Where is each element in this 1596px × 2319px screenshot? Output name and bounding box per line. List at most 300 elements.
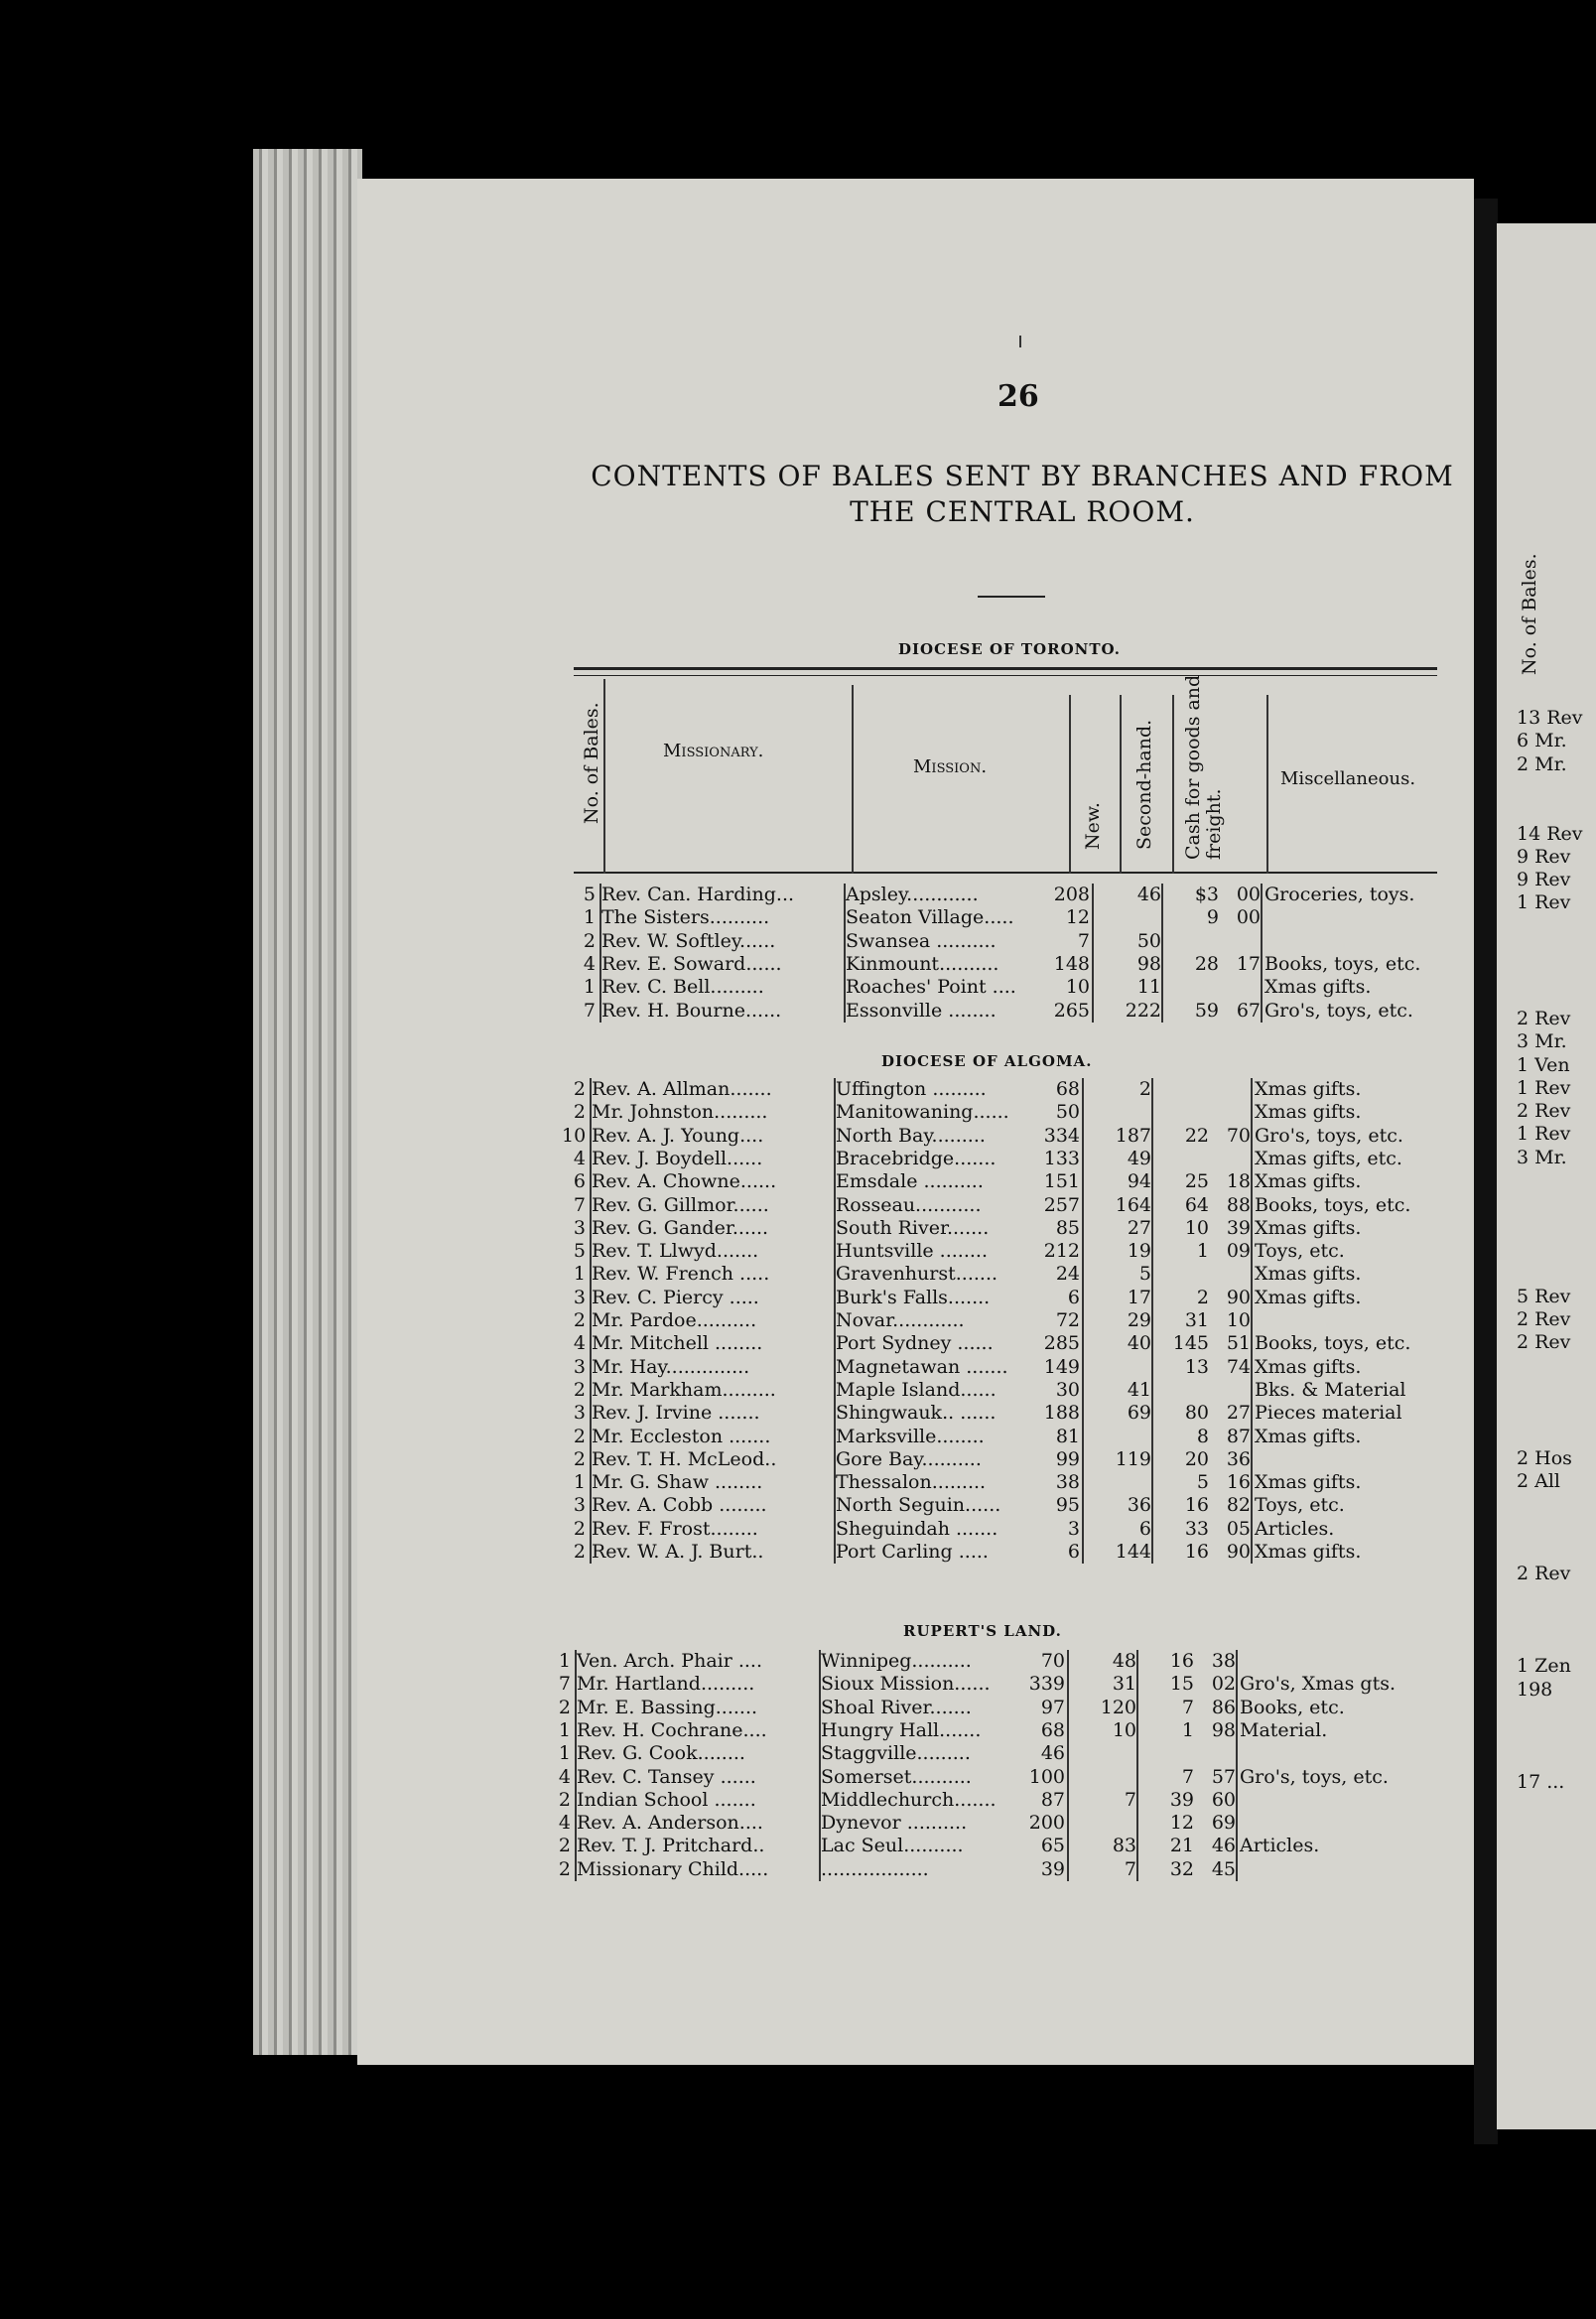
header-rule-top-2 xyxy=(574,675,1437,676)
missionary-name: Mr. E. Bassing....... xyxy=(577,1696,758,1718)
table-row xyxy=(0,1170,1596,1193)
missionary-name: Rev. G. Gillmor...... xyxy=(592,1193,769,1216)
facing-page-line: 1 Rev xyxy=(1517,1123,1571,1146)
mission-name: Kinmount.......... xyxy=(846,952,999,975)
second-hand-count: 49 xyxy=(1127,1147,1151,1169)
missionary-name: Rev. T. J. Pritchard.. xyxy=(577,1835,765,1857)
new-count: 148 xyxy=(1053,952,1090,975)
second-hand-count: 222 xyxy=(1125,999,1161,1022)
missionary-name: Rev. C. Piercy ..... xyxy=(592,1286,759,1308)
facing-page-line: 1 Zen xyxy=(1517,1655,1571,1678)
second-hand-count: 41 xyxy=(1127,1378,1151,1401)
second-hand-count: 48 xyxy=(1112,1650,1136,1672)
cash-cents: 02 xyxy=(1211,1673,1236,1696)
column-rule xyxy=(1151,1078,1153,1564)
new-count: 24 xyxy=(1055,1263,1080,1286)
header-col-line xyxy=(1266,695,1268,874)
facing-page-line: 6 Mr. xyxy=(1517,730,1567,752)
mission-name: Somerset.......... xyxy=(821,1765,972,1788)
cash-cents: 70 xyxy=(1226,1124,1251,1147)
missionary-name: Rev. G. Gander...... xyxy=(592,1216,769,1239)
cash-dollars: 12 xyxy=(1169,1812,1194,1835)
second-hand-count: 10 xyxy=(1112,1718,1136,1741)
cash-cents: 05 xyxy=(1226,1517,1251,1540)
table-row xyxy=(0,1101,1596,1124)
second-hand-count: 36 xyxy=(1127,1494,1151,1517)
missionary-name: Rev. J. Boydell...... xyxy=(592,1147,763,1169)
bales-count: 1 xyxy=(583,976,596,999)
new-count: 46 xyxy=(1040,1742,1065,1765)
new-count: 151 xyxy=(1043,1170,1080,1193)
mission-name: Marksville........ xyxy=(836,1425,985,1447)
cash-dollars: 7 xyxy=(1181,1765,1194,1788)
cash-cents: 36 xyxy=(1226,1447,1251,1470)
table-row xyxy=(0,1263,1596,1286)
column-rule xyxy=(844,884,846,1023)
header-missionary: Missionary. xyxy=(663,741,764,761)
miscellaneous: Xmas gifts. xyxy=(1255,1078,1362,1100)
missionary-name: Rev. T. Llwyd....... xyxy=(592,1240,759,1263)
new-count: 97 xyxy=(1040,1696,1065,1718)
miscellaneous: Toys, etc. xyxy=(1255,1240,1345,1263)
table-row xyxy=(0,1789,1596,1812)
miscellaneous: Xmas gifts. xyxy=(1255,1263,1362,1286)
cash-dollars: 28 xyxy=(1194,952,1219,975)
new-count: 257 xyxy=(1043,1193,1080,1216)
bales-count: 7 xyxy=(558,1673,571,1696)
new-count: 133 xyxy=(1043,1147,1080,1169)
second-hand-count: 119 xyxy=(1115,1447,1151,1470)
missionary-name: Rev. A. Chowne...... xyxy=(592,1170,777,1193)
cash-cents: 82 xyxy=(1226,1494,1251,1517)
miscellaneous: Bks. & Material xyxy=(1255,1378,1406,1401)
table-row xyxy=(0,1858,1596,1881)
missionary-name: Rev. H. Bourne...... xyxy=(601,999,782,1022)
miscellaneous: Gro's, toys, etc. xyxy=(1255,1124,1403,1147)
column-rule xyxy=(575,1650,577,1881)
facing-page-line: 1 Rev xyxy=(1517,1076,1571,1099)
mission-name: Novar............ xyxy=(836,1309,965,1331)
mission-name: South River....... xyxy=(836,1216,990,1239)
bales-count: 4 xyxy=(583,952,596,975)
facing-page-line: 14 Rev xyxy=(1517,822,1583,845)
facing-page-line: 5 Rev xyxy=(1517,1285,1571,1307)
mission-name: Port Sydney ...... xyxy=(836,1332,994,1355)
second-hand-count: 7 xyxy=(1124,1857,1136,1880)
cash-dollars: 2 xyxy=(1196,1286,1209,1308)
facing-page-line: 9 Rev xyxy=(1517,869,1571,891)
cash-dollars: 39 xyxy=(1169,1788,1194,1811)
second-hand-count: 94 xyxy=(1127,1170,1151,1193)
bales-count: 4 xyxy=(558,1812,571,1835)
new-count: 39 xyxy=(1040,1857,1065,1880)
new-count: 50 xyxy=(1055,1101,1080,1124)
cash-cents: 46 xyxy=(1211,1835,1236,1857)
second-hand-count: 27 xyxy=(1127,1216,1151,1239)
bales-count: 1 xyxy=(558,1650,571,1672)
miscellaneous: Xmas gifts. xyxy=(1255,1355,1362,1378)
facing-page-line: 13 Rev xyxy=(1517,707,1583,729)
bales-count: 2 xyxy=(573,1541,586,1563)
table-row xyxy=(0,1332,1596,1355)
facing-page-line: 198 xyxy=(1517,1678,1553,1701)
bales-count: 1 xyxy=(558,1718,571,1741)
header-rule-top xyxy=(574,667,1437,670)
bales-count: 6 xyxy=(573,1170,586,1193)
missionary-name: Indian School ....... xyxy=(577,1788,756,1811)
cash-cents: 67 xyxy=(1236,999,1261,1022)
new-count: 212 xyxy=(1043,1240,1080,1263)
header-mission: Mission. xyxy=(913,756,988,777)
header-col-line xyxy=(603,679,605,874)
second-hand-count: 40 xyxy=(1127,1332,1151,1355)
table-row xyxy=(0,1766,1596,1789)
mission-name: Roaches' Point .... xyxy=(846,976,1016,999)
missionary-name: Mr. Johnston......... xyxy=(592,1101,768,1124)
bales-count: 2 xyxy=(573,1309,586,1331)
bales-count: 3 xyxy=(573,1216,586,1239)
mission-name: Manitowaning...... xyxy=(836,1101,1009,1124)
second-hand-count: 144 xyxy=(1115,1541,1151,1563)
cash-dollars: 9 xyxy=(1206,906,1219,929)
miscellaneous: Gro's, toys, etc. xyxy=(1240,1765,1389,1788)
second-hand-count: 17 xyxy=(1127,1286,1151,1308)
miscellaneous: Material. xyxy=(1240,1718,1328,1741)
bales-count: 1 xyxy=(573,1263,586,1286)
table-row xyxy=(0,1471,1596,1494)
header-cash: Cash for goods and freight. xyxy=(1182,674,1225,860)
miscellaneous: Groceries, toys. xyxy=(1264,884,1415,905)
table-row xyxy=(0,1494,1596,1517)
new-count: 3 xyxy=(1067,1517,1080,1540)
cash-dollars: 20 xyxy=(1184,1447,1209,1470)
miscellaneous: Pieces material xyxy=(1255,1402,1402,1425)
missionary-name: Rev. H. Cochrane.... xyxy=(577,1718,767,1741)
new-count: 149 xyxy=(1043,1355,1080,1378)
missionary-name: Rev. W. Softley...... xyxy=(601,929,776,952)
new-count: 65 xyxy=(1040,1835,1065,1857)
missionary-name: Mr. Markham......... xyxy=(592,1378,776,1401)
new-count: 70 xyxy=(1040,1650,1065,1672)
cash-cents: 39 xyxy=(1226,1216,1251,1239)
second-hand-count: 164 xyxy=(1115,1193,1151,1216)
miscellaneous: Articles. xyxy=(1240,1835,1320,1857)
new-count: 12 xyxy=(1065,906,1090,929)
bales-count: 3 xyxy=(573,1494,586,1517)
new-count: 7 xyxy=(1077,929,1090,952)
ink-mark xyxy=(1019,336,1021,347)
miscellaneous: Toys, etc. xyxy=(1255,1494,1345,1517)
table-row xyxy=(0,1078,1596,1101)
cash-cents: 57 xyxy=(1211,1765,1236,1788)
miscellaneous: Xmas gifts. xyxy=(1255,1541,1362,1563)
missionary-name: Rev. W. French ..... xyxy=(592,1263,770,1286)
cash-cents: 18 xyxy=(1226,1170,1251,1193)
table-row xyxy=(0,976,1596,999)
missionary-name: Mr. G. Shaw ........ xyxy=(592,1471,763,1494)
second-hand-count: 29 xyxy=(1127,1309,1151,1331)
second-hand-count: 6 xyxy=(1138,1517,1151,1540)
header-rule-bottom xyxy=(574,872,1437,874)
new-count: 265 xyxy=(1053,999,1090,1022)
bales-count: 2 xyxy=(573,1425,586,1447)
bales-count: 4 xyxy=(573,1332,586,1355)
bales-count: 10 xyxy=(562,1124,587,1147)
new-count: 200 xyxy=(1028,1812,1065,1835)
title-line-2: THE CENTRAL ROOM. xyxy=(850,495,1195,528)
mission-name: Uffington ......... xyxy=(836,1078,987,1100)
cash-cents: 00 xyxy=(1236,884,1261,905)
cash-cents: 09 xyxy=(1226,1240,1251,1263)
mission-name: .................. xyxy=(821,1857,929,1880)
new-count: 81 xyxy=(1055,1425,1080,1447)
missionary-name: Missionary Child..... xyxy=(577,1857,769,1880)
column-rule xyxy=(834,1078,836,1564)
mission-name: Emsdale .......... xyxy=(836,1170,984,1193)
second-hand-count: 11 xyxy=(1136,976,1161,999)
facing-page-line: 1 Rev xyxy=(1517,891,1571,914)
missionary-name: Rev. A. Cobb ........ xyxy=(592,1494,767,1517)
facing-page-line: 9 Rev xyxy=(1517,845,1571,868)
new-count: 87 xyxy=(1040,1788,1065,1811)
bales-count: 7 xyxy=(573,1193,586,1216)
table-row xyxy=(0,1240,1596,1263)
column-rule xyxy=(1067,1650,1069,1881)
mission-name: Winnipeg.......... xyxy=(821,1650,972,1672)
new-count: 68 xyxy=(1055,1078,1080,1100)
facing-page-line: 2 Rev xyxy=(1517,1331,1571,1354)
cash-dollars: $3 xyxy=(1194,884,1219,905)
cash-dollars: 15 xyxy=(1169,1673,1194,1696)
new-count: 208 xyxy=(1053,884,1090,905)
facing-page-line: 2 Rev xyxy=(1517,1007,1571,1029)
cash-dollars: 22 xyxy=(1184,1124,1209,1147)
cash-dollars: 33 xyxy=(1184,1517,1209,1540)
miscellaneous: Xmas gifts. xyxy=(1255,1101,1362,1124)
mission-name: Gravenhurst....... xyxy=(836,1263,998,1286)
miscellaneous: Xmas gifts. xyxy=(1255,1471,1362,1494)
new-count: 10 xyxy=(1065,976,1090,999)
mission-name: Sioux Mission...... xyxy=(821,1673,991,1696)
new-count: 85 xyxy=(1055,1216,1080,1239)
missionary-name: Mr. Eccleston ....... xyxy=(592,1425,771,1447)
table-row xyxy=(0,1719,1596,1742)
cash-cents: 45 xyxy=(1211,1857,1236,1880)
facing-page-line: 3 Mr. xyxy=(1517,1030,1567,1053)
column-rule xyxy=(1082,1078,1084,1564)
miscellaneous: Xmas gifts. xyxy=(1255,1286,1362,1308)
missionary-name: Rev. C. Tansey ...... xyxy=(577,1765,756,1788)
miscellaneous: Gro's, Xmas gts. xyxy=(1240,1673,1396,1696)
bales-count: 1 xyxy=(583,906,596,929)
second-hand-count: 5 xyxy=(1138,1263,1151,1286)
column-rule xyxy=(1236,1650,1238,1881)
cash-dollars: 7 xyxy=(1181,1696,1194,1718)
bales-count: 2 xyxy=(573,1517,586,1540)
column-rule xyxy=(819,1650,821,1881)
bales-count: 4 xyxy=(558,1765,571,1788)
table-row xyxy=(0,1448,1596,1471)
cash-dollars: 21 xyxy=(1169,1835,1194,1857)
header-col-line xyxy=(852,685,854,874)
second-hand-count: 19 xyxy=(1127,1240,1151,1263)
facing-page-line: 3 Mr. xyxy=(1517,1146,1567,1168)
table-row xyxy=(0,884,1596,906)
table-row xyxy=(0,1287,1596,1309)
column-rule xyxy=(590,1078,592,1564)
miscellaneous: Xmas gifts. xyxy=(1255,1170,1362,1193)
facing-page-line: 1 Ven xyxy=(1517,1053,1570,1076)
cash-dollars: 80 xyxy=(1184,1402,1209,1425)
cash-dollars: 10 xyxy=(1184,1216,1209,1239)
new-count: 6 xyxy=(1067,1286,1080,1308)
bales-count: 2 xyxy=(558,1857,571,1880)
column-rule xyxy=(1251,1078,1253,1564)
new-count: 285 xyxy=(1043,1332,1080,1355)
miscellaneous: Xmas gifts, etc. xyxy=(1255,1147,1402,1169)
cash-cents: 90 xyxy=(1226,1541,1251,1563)
mission-name: Gore Bay.......... xyxy=(836,1447,982,1470)
miscellaneous: Xmas gifts. xyxy=(1264,976,1372,999)
table-row xyxy=(0,930,1596,953)
second-hand-count: 7 xyxy=(1124,1788,1136,1811)
new-count: 188 xyxy=(1043,1402,1080,1425)
missionary-name: Rev. F. Frost........ xyxy=(592,1517,758,1540)
mission-name: Staggville......... xyxy=(821,1742,971,1765)
column-rule xyxy=(1136,1650,1138,1881)
table-row xyxy=(0,1697,1596,1719)
cash-dollars: 13 xyxy=(1184,1355,1209,1378)
table-row xyxy=(0,1650,1596,1673)
table-row xyxy=(0,1518,1596,1541)
missionary-name: Rev. J. Irvine ....... xyxy=(592,1402,760,1425)
table-row xyxy=(0,1673,1596,1696)
mission-name: Swansea .......... xyxy=(846,929,997,952)
title-line-1: CONTENTS OF BALES SENT BY BRANCHES AND FROM xyxy=(591,460,1454,492)
new-count: 68 xyxy=(1040,1718,1065,1741)
facing-page-line: 2 Rev xyxy=(1517,1307,1571,1330)
table-row xyxy=(0,1309,1596,1332)
table-row xyxy=(0,1835,1596,1857)
table-row xyxy=(0,1812,1596,1835)
miscellaneous: Gro's, toys, etc. xyxy=(1264,999,1413,1022)
new-count: 100 xyxy=(1028,1765,1065,1788)
second-hand-count: 50 xyxy=(1136,929,1161,952)
bales-count: 2 xyxy=(573,1378,586,1401)
table-row xyxy=(0,1402,1596,1425)
cash-cents: 10 xyxy=(1226,1309,1251,1331)
mission-name: Port Carling ..... xyxy=(836,1541,989,1563)
cash-dollars: 145 xyxy=(1172,1332,1209,1355)
bales-count: 2 xyxy=(558,1788,571,1811)
miscellaneous: Books, toys, etc. xyxy=(1255,1332,1411,1355)
column-rule xyxy=(599,884,601,1023)
facing-page-line: 2 Rev xyxy=(1517,1563,1571,1585)
table-row xyxy=(0,1356,1596,1379)
header-col-line xyxy=(1172,695,1174,874)
missionary-name: Rev. E. Soward...... xyxy=(601,952,782,975)
title-divider xyxy=(978,596,1045,598)
cash-cents: 60 xyxy=(1211,1788,1236,1811)
new-count: 72 xyxy=(1055,1309,1080,1331)
cash-cents: 00 xyxy=(1236,906,1261,929)
missionary-name: Rev. A. J. Young.... xyxy=(592,1124,764,1147)
missionary-name: Rev. T. H. McLeod.. xyxy=(592,1447,777,1470)
mission-name: Bracebridge....... xyxy=(836,1147,997,1169)
cash-dollars: 8 xyxy=(1196,1425,1209,1447)
cash-cents: 87 xyxy=(1226,1425,1251,1447)
missionary-name: Ven. Arch. Phair .... xyxy=(577,1650,763,1672)
header-new: New. xyxy=(1082,802,1104,850)
bales-count: 2 xyxy=(573,1078,586,1100)
mission-name: Apsley............ xyxy=(846,884,979,905)
cash-dollars: 25 xyxy=(1184,1170,1209,1193)
bales-count: 5 xyxy=(573,1240,586,1263)
miscellaneous: Books, toys, etc. xyxy=(1264,952,1421,975)
bales-count: 1 xyxy=(573,1471,586,1494)
header-col-line xyxy=(1120,695,1122,874)
new-count: 38 xyxy=(1055,1471,1080,1494)
table-row xyxy=(0,1426,1596,1448)
cash-dollars: 16 xyxy=(1184,1541,1209,1563)
missionary-name: Mr. Hartland......... xyxy=(577,1673,755,1696)
bales-count: 2 xyxy=(573,1447,586,1470)
table-row xyxy=(0,1217,1596,1240)
facing-page-line: 2 Mr. xyxy=(1517,752,1567,775)
second-hand-count: 187 xyxy=(1115,1124,1151,1147)
table-row xyxy=(0,1148,1596,1170)
column-rule xyxy=(1261,884,1263,1023)
table-row xyxy=(0,953,1596,976)
header-bales: No. of Bales. xyxy=(581,702,602,824)
mission-name: North Seguin...... xyxy=(836,1494,1001,1517)
miscellaneous: Articles. xyxy=(1255,1517,1335,1540)
second-hand-count: 83 xyxy=(1112,1835,1136,1857)
page-title xyxy=(576,459,1469,530)
cash-cents: 98 xyxy=(1211,1718,1236,1741)
cash-dollars: 1 xyxy=(1196,1240,1209,1263)
missionary-name: Rev. G. Cook........ xyxy=(577,1742,745,1765)
cash-dollars: 31 xyxy=(1184,1309,1209,1331)
second-hand-count: 98 xyxy=(1136,952,1161,975)
bales-count: 2 xyxy=(583,929,596,952)
facing-page-line: 2 Hos xyxy=(1517,1446,1572,1469)
second-hand-count: 69 xyxy=(1127,1402,1151,1425)
facing-page-line: 2 All xyxy=(1517,1469,1561,1492)
missionary-name: Rev. A. Allman....... xyxy=(592,1078,772,1100)
mission-name: Rosseau........... xyxy=(836,1193,982,1216)
cash-cents: 38 xyxy=(1211,1650,1236,1672)
mission-name: Sheguindah ....... xyxy=(836,1517,998,1540)
missionary-name: Mr. Mitchell ........ xyxy=(592,1332,763,1355)
mission-name: North Bay......... xyxy=(836,1124,986,1147)
miscellaneous: Books, etc. xyxy=(1240,1696,1345,1718)
second-hand-count: 31 xyxy=(1112,1673,1136,1696)
header-misc: Miscellaneous. xyxy=(1280,768,1416,789)
mission-name: Burk's Falls....... xyxy=(836,1286,991,1308)
second-hand-count: 120 xyxy=(1100,1696,1136,1718)
facing-page-line: 2 Rev xyxy=(1517,1100,1571,1123)
new-count: 30 xyxy=(1055,1378,1080,1401)
bales-count: 2 xyxy=(573,1101,586,1124)
cash-dollars: 5 xyxy=(1196,1471,1209,1494)
cash-cents: 69 xyxy=(1211,1812,1236,1835)
cash-cents: 90 xyxy=(1226,1286,1251,1308)
new-count: 339 xyxy=(1028,1673,1065,1696)
cash-cents: 74 xyxy=(1226,1355,1251,1378)
missionary-name: Rev. C. Bell......... xyxy=(601,976,764,999)
mission-name: Essonville ........ xyxy=(846,999,997,1022)
